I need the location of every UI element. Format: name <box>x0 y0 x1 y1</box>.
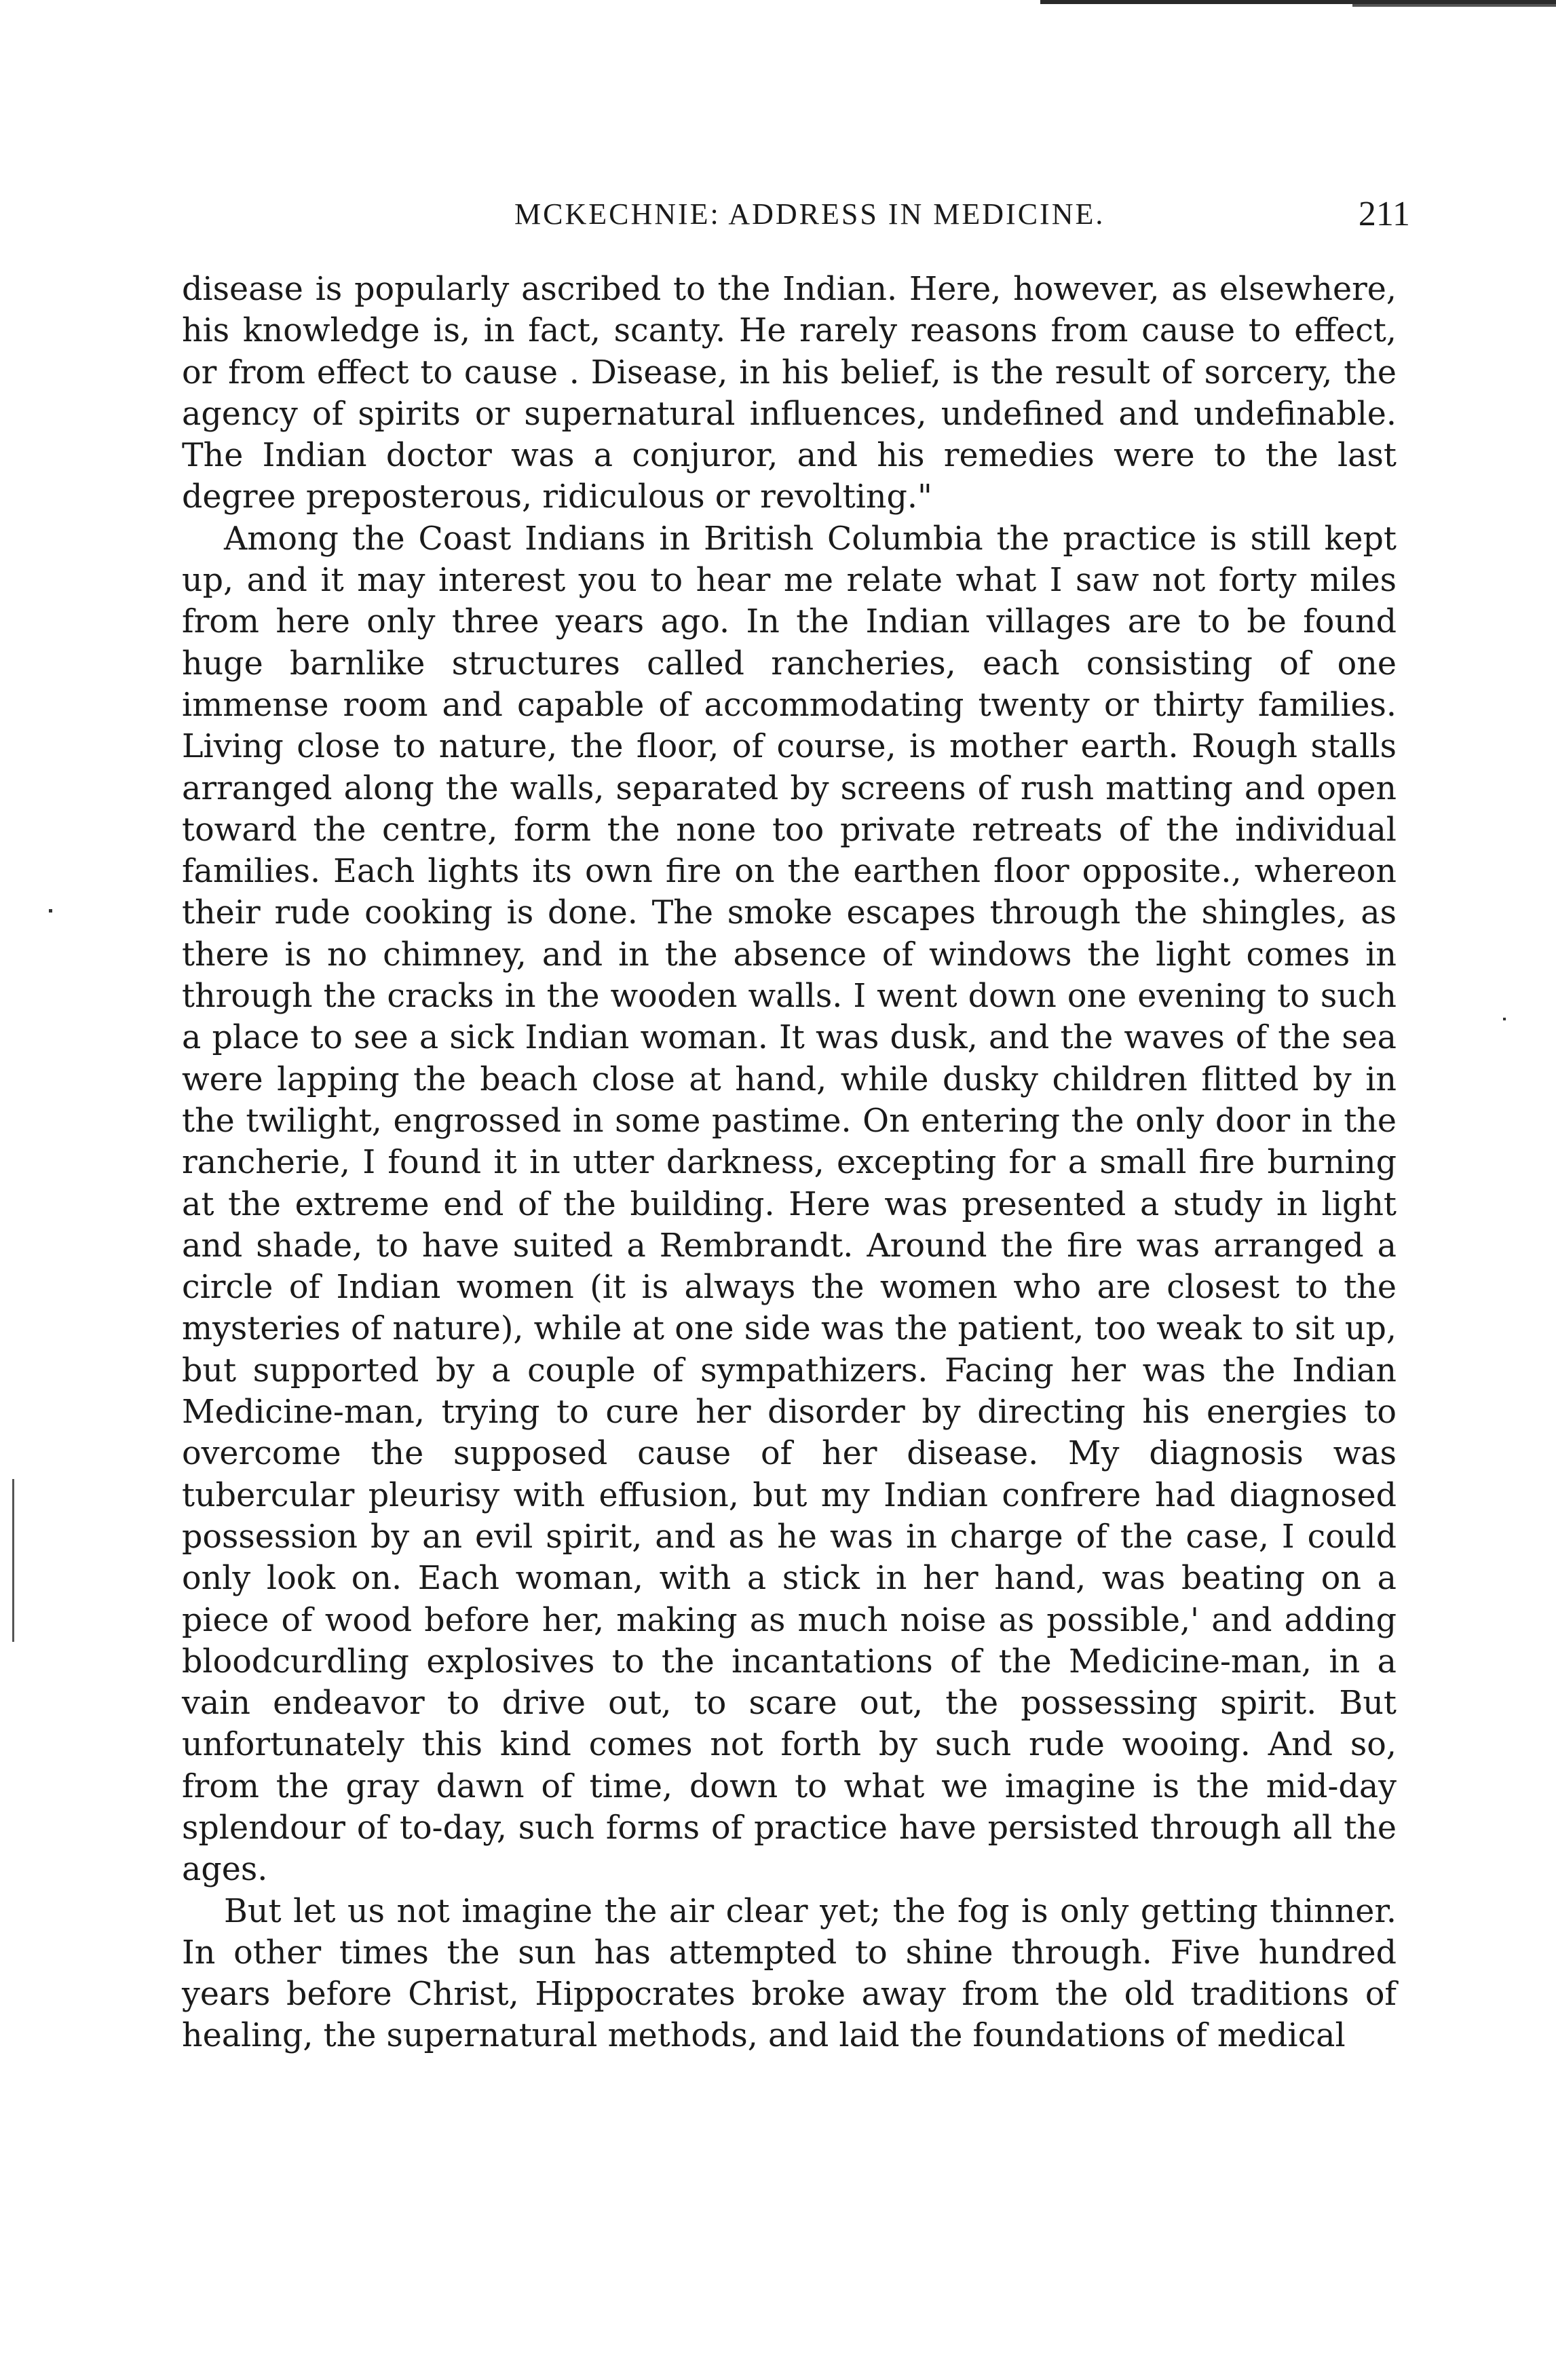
paragraph: Among the Coast Indians in British Columbia the practice is still kept up, and it may interest you to hear me relate what I saw not forty miles from here only three years ago. In the Indian villages are to be found huge barnlike structures called rancheries, each consisting of one immense room and capable of accommodating twenty or thirty families. Living close to nature, the floor, of course, is mother earth. Rough stalls arranged along the walls, separated by screens of rush matting and open toward the centre, form the none too private retreats of the individual families. Each lights its own fire on the earthen floor opposite., whereon their rude cooking is done. The smoke escapes through the shingles, as there is no chimney, and in the absence of windows the light comes in through the cracks in the wooden walls. I went down one evening to such a place to see a sick Indian woman. It was dusk, and the waves of the sea were lapping the beach close at hand, while dusky children flitted by in the twilight, engrossed in some pastime. On entering the only door in the rancherie, I found it in utter darkness, excepting for a small fire burning at the extreme end of the building. Here was presented a study in light and shade, to have suited a Rembrandt. Around the fire was arranged a circle of Indian women (it is always the women who are closest to the mysteries of nature), while at one side was the patient, too weak to sit up, but supported by a couple of sympathizers. Facing her was the Indian Medicine-man, trying to cure her disorder by directing his energies to overcome the supposed cause of her disease. My diagnosis was tubercular pleurisy with effusion, but my Indian confrere had diagnosed possession by an evil spirit, and as he was in charge of the case, I could only look on. Each woman, with a stick in her hand, was beating on a piece of wood before her, making as much noise as possible,' and adding bloodcurdling explosives to the incantations of the Medicine-man, in a vain endeavor to drive out, to scare out, the possessing spirit. But unfortunately this kind comes not forth by such rude wooing. And so, from the gray dawn of time, down to what we imagine is the mid-day splendour of to-day, such forms of practice have persisted through all the ages. <box>182 520 1397 1889</box>
running-header <box>182 195 1410 246</box>
scan-top-edge-shadow <box>1352 4 1556 7</box>
paragraph: disease is popularly ascribed to the Indian. Here, however, as elsewhere, his knowledge is, in fact, scanty. He rarely reasons from cause to effect, or from effect to cause . Disease, in his belief, is the result of sorcery, the agency of spirits or supernatural influences, undefined and undefinable. The Indian doctor was a conjuror, and his remedies were to the last degree preposterous, ridiculous or revolting." <box>182 271 1397 516</box>
scan-margin-mark <box>12 1479 14 1642</box>
paragraph: But let us not imagine the air clear yet; the fog is only getting thinner. In other times the sun has attempted to shine through. Five hundred years before Christ, Hippocrates broke away from the old traditions of healing, the supernatural methods, and laid the foundations of medical <box>182 1892 1397 2055</box>
running-title: MCKECHNIE: ADDRESS IN MEDICINE. <box>514 197 1105 231</box>
scan-speck <box>49 909 52 913</box>
scan-speck <box>1503 1018 1506 1020</box>
page-number: 211 <box>1358 195 1410 233</box>
document-page <box>182 195 1410 2057</box>
body-text <box>182 269 1397 2057</box>
